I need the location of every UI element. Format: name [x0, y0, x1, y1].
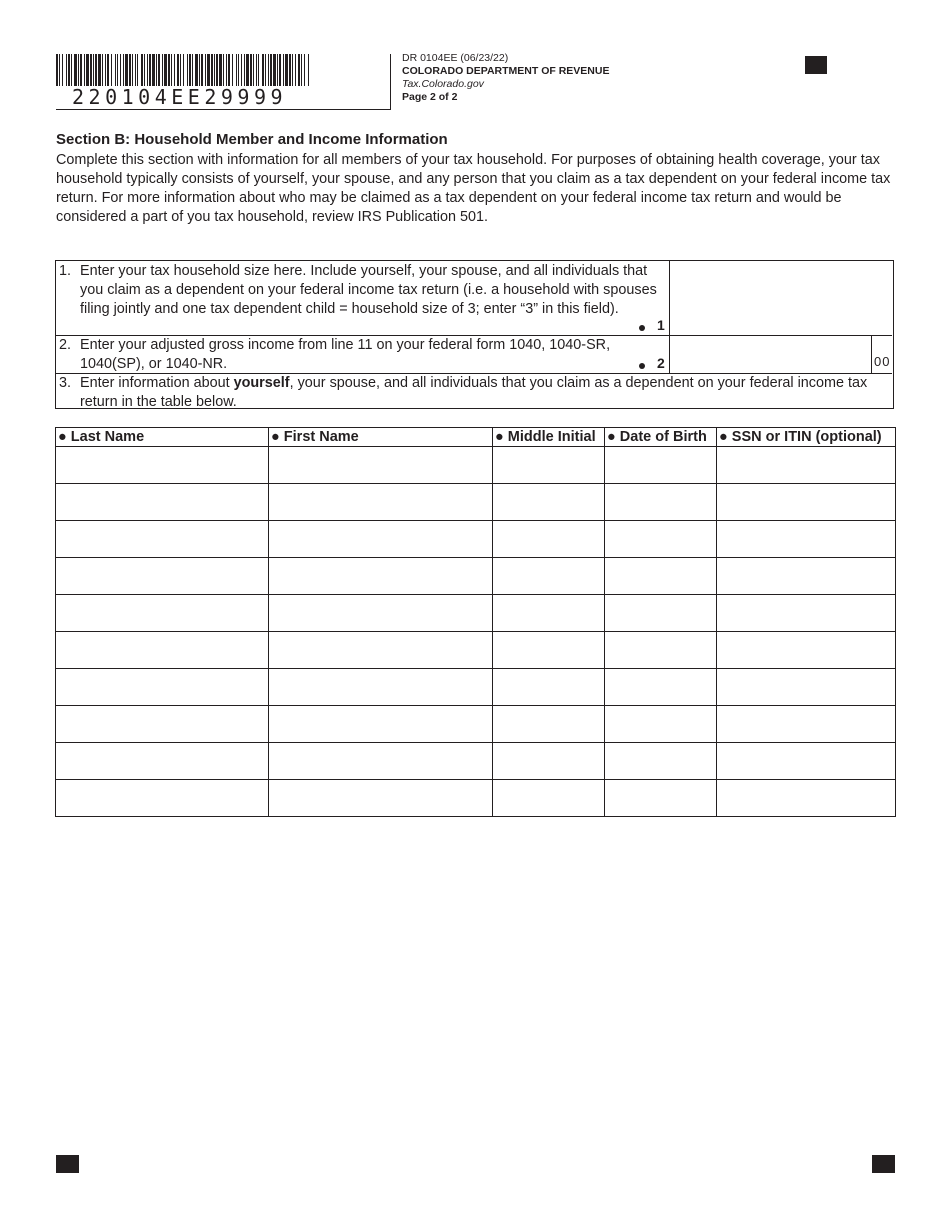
table-cell — [605, 521, 717, 558]
table-cell — [493, 669, 605, 706]
ssn-itin-input[interactable] — [717, 780, 895, 816]
table-cell — [56, 706, 269, 743]
table-cell — [717, 632, 896, 669]
col-last-name-label: Last Name — [70, 428, 145, 445]
table-header-row — [56, 428, 896, 447]
table-cell — [56, 595, 269, 632]
table-cell — [717, 447, 896, 484]
first-name-input[interactable] — [269, 632, 492, 668]
table-cell — [269, 447, 493, 484]
middle-initial-input[interactable] — [493, 706, 604, 742]
q3-text — [80, 374, 880, 412]
table-cell — [717, 595, 896, 632]
registration-mark-bottom-left — [56, 1155, 79, 1173]
table-cell — [269, 743, 493, 780]
table-cell — [493, 521, 605, 558]
last-name-input[interactable] — [56, 669, 268, 705]
middle-initial-input[interactable] — [493, 558, 604, 594]
first-name-input[interactable] — [269, 706, 492, 742]
table-cell — [717, 484, 896, 521]
q1-line-number: 1 — [657, 317, 665, 333]
table-cell — [269, 780, 493, 817]
table-row — [56, 595, 896, 632]
first-name-input[interactable] — [269, 447, 492, 483]
q3-text-after: , your spouse, and all individuals that you claim as a dependent on your federal income tax return in the table below. — [80, 375, 868, 410]
table-cell — [56, 632, 269, 669]
table-cell — [269, 632, 493, 669]
date-of-birth-input[interactable] — [605, 558, 716, 594]
table-cell — [605, 780, 717, 817]
date-of-birth-input[interactable] — [605, 632, 716, 668]
first-name-input[interactable] — [269, 521, 492, 557]
table-cell — [56, 743, 269, 780]
ssn-itin-input[interactable] — [717, 632, 895, 668]
date-of-birth-input[interactable] — [605, 669, 716, 705]
col-ssn-itin-label: SSN or ITIN (optional) — [731, 428, 882, 445]
table-cell — [269, 669, 493, 706]
barcode-number: 220104EE29999 — [72, 85, 288, 109]
table-cell — [269, 521, 493, 558]
table-row — [56, 706, 896, 743]
table-row — [56, 558, 896, 595]
middle-initial-input[interactable] — [493, 521, 604, 557]
table-cell — [269, 595, 493, 632]
section-intro: Complete this section with information for all members of your tax household. For purposes of obtaining health coverage, your tax household typically consists of yourself, your spouse, and any person that you claim as a tax dependent on your federal income tax return. For more information about who may be claimed as a tax dependent on your federal income tax return and would be considered a part of you tax household, review IRS Publication 501. — [56, 152, 891, 225]
table-row — [56, 743, 896, 780]
table-cell — [269, 558, 493, 595]
last-name-input[interactable] — [56, 706, 268, 742]
table-cell — [717, 669, 896, 706]
table-cell — [56, 669, 269, 706]
date-of-birth-input[interactable] — [605, 521, 716, 557]
last-name-input[interactable] — [56, 595, 268, 631]
table-cell — [717, 521, 896, 558]
registration-mark-top-right — [805, 56, 827, 74]
table-cell — [605, 447, 717, 484]
col-ssn-itin: ● SSN or ITIN (optional) — [717, 428, 896, 447]
middle-initial-input[interactable] — [493, 743, 604, 779]
q3-text-before: Enter information about — [80, 375, 234, 391]
table-cell — [605, 706, 717, 743]
header-underline — [56, 109, 390, 110]
ssn-itin-input[interactable] — [717, 595, 895, 631]
last-name-input[interactable] — [56, 558, 268, 594]
table-cell — [56, 558, 269, 595]
barcode-icon — [56, 54, 310, 86]
table-cell — [493, 484, 605, 521]
website: Tax.Colorado.gov — [402, 78, 484, 90]
table-row — [56, 447, 896, 484]
last-name-input[interactable] — [56, 484, 268, 520]
col-last-name: ● Last Name — [56, 428, 269, 447]
date-of-birth-input[interactable] — [605, 484, 716, 520]
table-cell — [493, 743, 605, 780]
ssn-itin-input[interactable] — [717, 743, 895, 779]
table-cell — [493, 558, 605, 595]
date-of-birth-input[interactable] — [605, 595, 716, 631]
table-row — [56, 521, 896, 558]
household-size-input[interactable] — [671, 263, 889, 333]
first-name-input[interactable] — [269, 595, 492, 631]
col-first-name-label: First Name — [283, 428, 359, 445]
table-cell — [605, 743, 717, 780]
q2-text: Enter your adjusted gross income from line 11 on your federal form 1040, 1040-SR, 1040(SP), or 1040-NR. — [80, 337, 611, 372]
page-number: Page 2 of 2 — [402, 91, 458, 103]
q3-text-bold: yourself — [233, 375, 290, 391]
ssn-itin-input[interactable] — [717, 447, 895, 483]
col-middle-initial-label: Middle Initial — [507, 428, 596, 445]
date-of-birth-input[interactable] — [605, 706, 716, 742]
table-cell — [269, 706, 493, 743]
ssn-itin-input[interactable] — [717, 706, 895, 742]
middle-initial-input[interactable] — [493, 669, 604, 705]
last-name-input[interactable] — [56, 780, 268, 816]
first-name-input[interactable] — [269, 780, 492, 816]
last-name-input[interactable] — [56, 632, 268, 668]
table-row — [56, 484, 896, 521]
last-name-input[interactable] — [56, 447, 268, 483]
table-cell — [493, 595, 605, 632]
col-middle-initial: ● Middle Initial — [493, 428, 605, 447]
table-cell — [717, 558, 896, 595]
middle-initial-input[interactable] — [493, 780, 604, 816]
table-cell — [717, 743, 896, 780]
col-date-of-birth-label: Date of Birth — [619, 428, 707, 445]
table-cell — [717, 706, 896, 743]
col-first-name: ● First Name — [269, 428, 493, 447]
table-cell — [56, 780, 269, 817]
table-cell — [605, 558, 717, 595]
table-cell — [493, 447, 605, 484]
ssn-itin-input[interactable] — [717, 669, 895, 705]
registration-mark-bottom-right — [872, 1155, 895, 1173]
date-of-birth-input[interactable] — [605, 780, 716, 816]
table-cell — [493, 632, 605, 669]
table-cell — [605, 484, 717, 521]
table-cell — [605, 669, 717, 706]
first-name-input[interactable] — [269, 558, 492, 594]
ssn-itin-input[interactable] — [717, 484, 895, 520]
middle-initial-input[interactable] — [493, 632, 604, 668]
q2-bullet-icon — [639, 363, 645, 369]
first-name-input[interactable] — [269, 484, 492, 520]
first-name-input[interactable] — [269, 743, 492, 779]
table-cell — [56, 521, 269, 558]
table-cell — [493, 780, 605, 817]
first-name-input[interactable] — [269, 669, 492, 705]
questions-box — [55, 260, 894, 409]
ssn-itin-input[interactable] — [717, 558, 895, 594]
last-name-input[interactable] — [56, 521, 268, 557]
cents-divider — [871, 335, 872, 373]
date-of-birth-input[interactable] — [605, 743, 716, 779]
table-cell — [493, 706, 605, 743]
q1-number: 1. — [59, 263, 72, 279]
header-divider — [390, 54, 391, 110]
col-date-of-birth: ● Date of Birth — [605, 428, 717, 447]
section-title: Section B: Household Member and Income Information — [56, 131, 448, 148]
table-cell — [269, 484, 493, 521]
table-row — [56, 780, 896, 817]
ssn-itin-input[interactable] — [717, 521, 895, 557]
table-cell — [717, 780, 896, 817]
q2-line-number: 2 — [657, 355, 665, 371]
table-cell — [56, 484, 269, 521]
q2-number: 2. — [59, 337, 72, 353]
middle-initial-input[interactable] — [493, 595, 604, 631]
table-row — [56, 632, 896, 669]
agi-cents: 00 — [874, 354, 891, 369]
table-row — [56, 669, 896, 706]
agi-input[interactable] — [671, 337, 869, 371]
middle-initial-input[interactable] — [493, 447, 604, 483]
q1-bullet-icon — [639, 325, 645, 331]
table-cell — [605, 632, 717, 669]
date-of-birth-input[interactable] — [605, 447, 716, 483]
middle-initial-input[interactable] — [493, 484, 604, 520]
table-cell — [605, 595, 717, 632]
form-code: DR 0104EE (06/23/22) — [402, 52, 509, 64]
last-name-input[interactable] — [56, 743, 268, 779]
q1-text: Enter your tax household size here. Include yourself, your spouse, and all individuals that you claim as a dependent on your federal income tax return (i.e. a household with spouses filing jointly and one tax dependent child = household size of 3; enter “3” in this field). — [80, 263, 657, 317]
department-name: COLORADO DEPARTMENT OF REVENUE — [402, 65, 610, 77]
q3-number: 3. — [59, 375, 72, 391]
table-cell — [56, 447, 269, 484]
household-members-table — [55, 427, 896, 817]
